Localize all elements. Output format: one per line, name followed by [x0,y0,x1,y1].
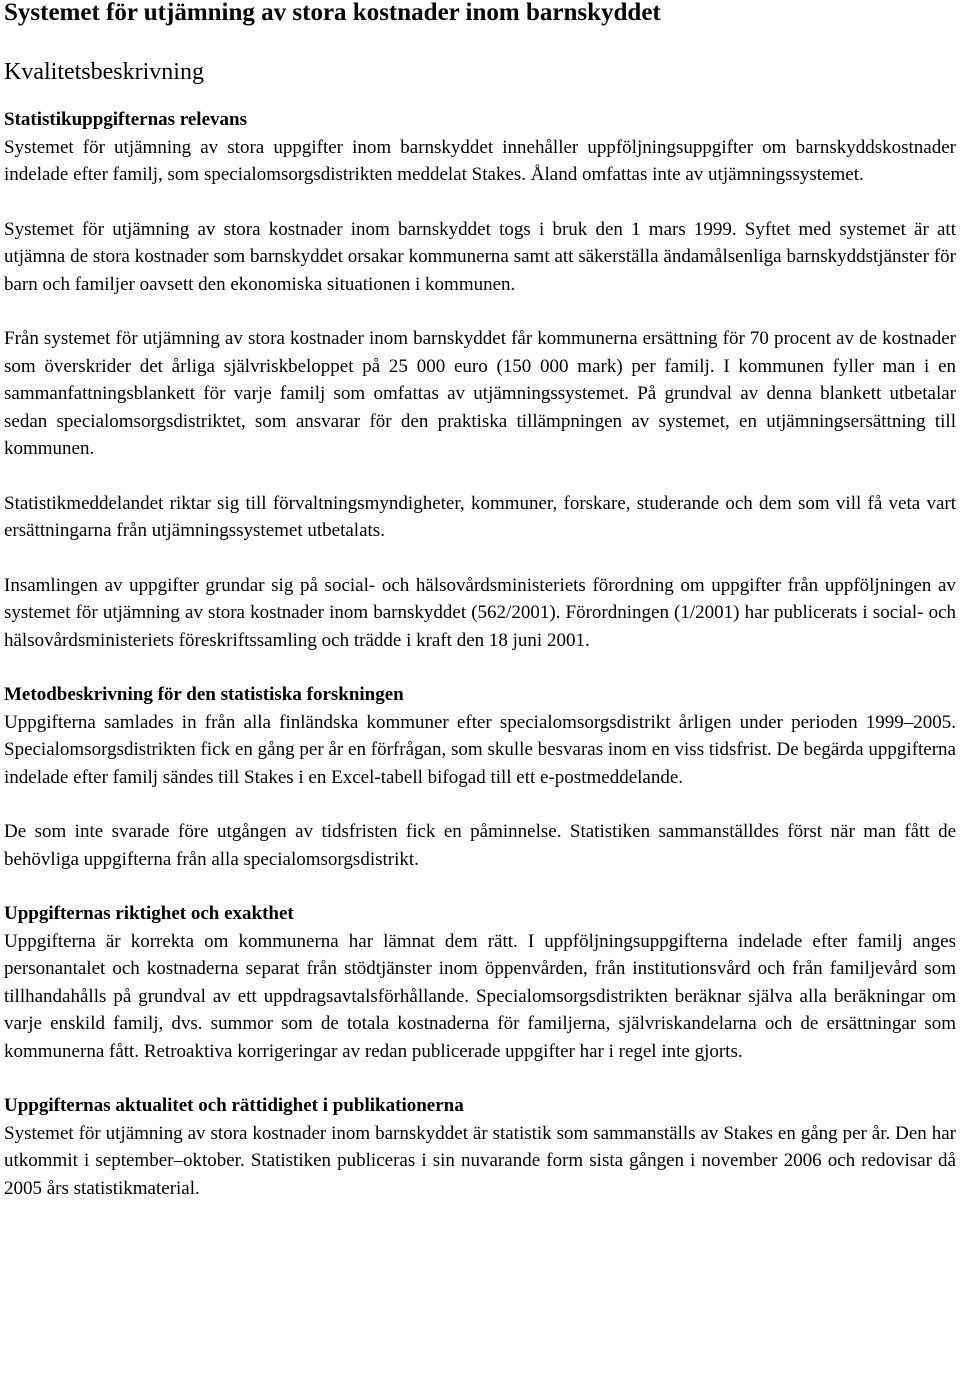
spacer [4,654,956,681]
spacer [4,791,956,818]
spacer [4,298,956,325]
spacer [4,545,956,572]
paragraph: Insamlingen av uppgifter grundar sig på social- och hälsovårdsministeriets förordning om uppgifter från uppföljningen av systemet för utjämning av stora kostnader inom barnskyddet (562/2001). Förordningen (1/2001) har publicerats i social- och hälsovårdsministeriets föreskriftssamling och trädde i kraft den 18 juni 2001. [4,574,956,651]
section-timeliness [4,1092,956,1202]
section-heading: Metodbeskrivning för den statistiska forskningen [4,684,404,705]
spacer [4,463,956,490]
section-heading: Uppgifternas riktighet och exakthet [4,903,294,924]
section-heading: Uppgifternas aktualitet och rättidighet i publikationerna [4,1095,464,1116]
paragraph: Systemet för utjämning av stora uppgifter inom barnskyddet innehåller uppföljningsuppgifter om barnskyddskostnader indelade efter familj, som specialomsorgsdistrikten meddelat Stakes. Åland omfattas inte av utjämningssystemet. [4,136,956,185]
paragraph: Statistikmeddelandet riktar sig till förvaltningsmyndigheter, kommuner, forskare, studerande och dem som vill få veta vart ersättningarna från utjämningssystemet utbetalats. [4,492,956,541]
section-accuracy [4,900,956,1065]
document-title: Systemet för utjämning av stora kostnader inom barnskyddet [4,0,661,26]
spacer [4,1065,956,1092]
paragraph: De som inte svarade före utgången av tidsfristen fick en påminnelse. Statistiken sammanställdes först när man fått de behövliga uppgifterna från alla specialomsorgsdistrikt. [4,821,956,870]
section-heading: Statistikuppgifternas relevans [4,109,247,130]
document-subtitle: Kvalitetsbeskrivning [4,59,204,85]
paragraph: Systemet för utjämning av stora kostnader inom barnskyddet är statistik som sammanställs av Stakes en gång per år. Den har utkommit i september–oktober. Statistiken publiceras i sin nuvarande form sista gången i november 2006 och redovisar då 2005 års statistikmaterial. [4,1122,956,1199]
spacer [4,189,956,216]
spacer [4,873,956,900]
section-relevance [4,106,956,654]
paragraph: Uppgifterna samlades in från alla finländska kommuner efter specialomsorgsdistrikt årligen under perioden 1999–2005. Specialomsorgsdistrikten fick en gång per år en förfrågan, som skulle besvaras inom en viss tidsfrist. De begärda uppgifterna indelade efter familj sändes till Stakes i en Excel-tabell bifogad till ett e-postmeddelande. [4,711,956,788]
section-method [4,681,956,873]
paragraph: Uppgifterna är korrekta om kommunerna har lämnat dem rätt. I uppföljningsuppgifterna indelade efter familj anges personantalet och kostnaderna separat från stödtjänster inom öppenvården, från institutionsvård och från familjevård som tillhandahålls på grundval av ett uppdragsavtalsförhållande. Specialomsorgsdistrikten beräknar själva alla beräkningar om varje enskild familj, dvs. summor som de totala kostnaderna för familjerna, självriskandelarna och de ersättningar som kommunerna fått. Retroaktiva korrigeringar av redan publicerade uppgifter har i regel inte gjorts. [4,930,956,1062]
spacer [4,85,956,106]
paragraph: Från systemet för utjämning av stora kostnader inom barnskyddet får kommunerna ersättning för 70 procent av de kostnader som överskrider det årliga självriskbeloppet på 25 000 euro (150 000 mark) per familj. I kommunen fyller man i en sammanfattningsblankett för varje familj som omfattas av utjämningssystemet. På grundval av denna blankett utbetalar sedan specialomsorgsdistriktet, som ansvarar för den praktiska tillämpningen av systemet, en utjämningsersättning till kommunen. [4,328,956,459]
paragraph: Systemet för utjämning av stora kostnader inom barnskyddet togs i bruk den 1 mars 1999. Syftet med systemet är att utjämna de stora kostnader som barnskyddet orsakar kommunerna samt att säkerställa ändamålsenliga barnskyddstjänster för barn och familjer oavsett den ekonomiska situationen i kommunen. [4,218,956,295]
